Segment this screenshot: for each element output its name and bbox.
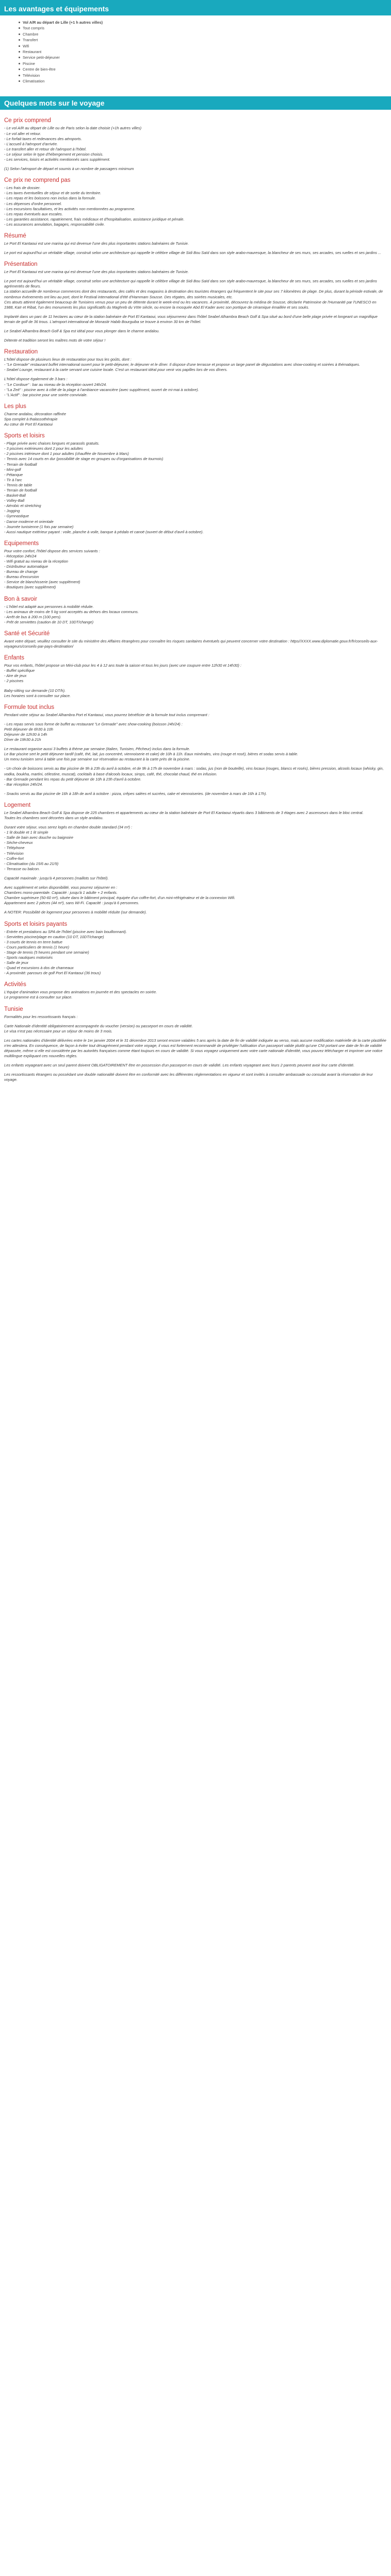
equipment-item: Tout compris xyxy=(23,25,391,31)
section-paragraph: Avant votre départ, veuillez consulter le site du ministère des Affaires étrangères pour connaître les risques sanitaires éventuels qui peuvent concerner votre destination : https//XXXX.www.diplomatie.gouv.fr/fr/conseils-aux-voyageurs/conseils-par-pays-destination/ xyxy=(4,638,378,649)
info-section xyxy=(4,1006,387,1083)
equipment-item: Vol A/R au départ de Lille (+1 h autres villes) xyxy=(23,20,391,25)
equipment-item: Transfert xyxy=(23,37,391,43)
section-paragraph: Les ressortissants étrangers ou possédant une double nationalité doivent être en conformité avec les différentes réglementations en vigueur et sont invités à consulter ambassade ou consulat avant la réservation de leur voyage. xyxy=(4,1072,373,1082)
section-paragraph: Baby-sitting sur demande (10 DT/h). Les horaires sont à consulter sur place. xyxy=(4,688,71,698)
section-paragraph: - L'hôtel est adapté aux personnes à mobilité réduite. - Les animaux de moins de 5 kg sont acceptés au dehors des locaux communs. - Arrêt de bus à 200 m (100 pers). - Prêt de serviettes (caution de 10 DT, 10DT/change) xyxy=(4,604,139,624)
section-paragraph: Les enfants voyageant avec un seul parent doivent OBLIGATOIREMENT être en possession d'un passeport en cours de validité. Les enfants voyageant avec leurs 2 parents peuvent avoir leur carte d'identité. xyxy=(4,1063,355,1068)
equipment-item: Centre de bien-être xyxy=(23,66,391,72)
section-paragraph: Implanté dans un parc de 11 hectares au cœur de la station balnéaire de Port El Kantaoui, vous séjournerez dans l'hôtel Seabel Alhambra Beach Golf & Spa situé au bord d'une belle plage privée et longeant un magnifique terrain de golf de 36 trous. L'aéroport international de Monastir Habib Bourguiba se trouve à environ 30 km de l'hôtel. xyxy=(4,314,378,324)
equipment-item: Restaurant xyxy=(23,49,391,55)
info-section xyxy=(4,630,387,649)
section-paragraph: L'hôtel dispose également de 3 bars : - "Le Cordoue" : bar au niveau de la réception ouvert 24h/24. - "La Zeit" : piscine avec à côté de la plage à l'ambiance vacancière (avec supplément, ouvert de mi-mai à octobre). - "L'Actif" : bar piscine pour une soirée conviviale. xyxy=(4,377,199,397)
info-section xyxy=(4,981,387,1000)
section-heading: Logement xyxy=(4,802,31,808)
section-paragraph: Le restaurant organise aussi 3 buffets à thème par semaine (Italien, Tunisien, Pêcheur) inclus dans la formule. Le Bar piscine sert le petit déjeuner tardif (café, thé, lait, jus concentré, viennoiserie et cake) de 10h à 11h. Eaux minérales, vins (rouge et rosé), bières et sodas servis à table. Un menu tunisien servi à table une fois par semaine sur réservation au restaurant à la carte près de la piscine. xyxy=(4,747,299,762)
info-section xyxy=(4,654,387,699)
info-section xyxy=(4,921,387,976)
section-heading: Sports et loisirs xyxy=(4,433,45,439)
section-paragraph: - Les repas servis sous forme de buffet au restaurant "Le Grenade" avec show-cooking (boisson 24h/24) : Petit déjeuner de 6h30 à 10h Déjeuner de 12h30 à 14h Dîner de 19h30 à 21h xyxy=(4,721,183,742)
section-paragraph: Formalités pour les ressortissants français : xyxy=(4,1014,78,1019)
section-heading: Les plus xyxy=(4,403,26,410)
info-section xyxy=(4,540,387,590)
section-paragraph: Le Seabel Alhambra Beach Golf & Spa est idéal pour vous plonger dans le charme andalou. xyxy=(4,329,160,333)
section-paragraph: - Le vol A/R au départ de Lille ou de Paris selon la date choisie (+1h autres villes) - Le vol aller et retour. - Le forfait taxes et redevances des aéroports. - L'accueil à l'aéroport d'arrivée. - Le transfert aller et retour de l'aéroport à l'hôtel. - Le séjour selon le type d'hébergement et pension choisis. - Les services, loisirs et activités mentionnés sans supplément. xyxy=(4,126,142,162)
equipment-item: Climatisation xyxy=(23,78,391,84)
section-heading: Tunisie xyxy=(4,1006,23,1012)
trip-details xyxy=(0,110,391,1082)
section-heading: Enfants xyxy=(4,655,24,662)
section-paragraph: Avec supplément et selon disponibilité, vous pourrez séjourner en : Chambres mono-parentale. Capacité : jusqu'à 1 adulte + 2 enfants. Chambre supérieure (50-60 m²), située dans le bâtiment principal, équipée d'un coffre-fort, d'un mini-réfrigérateur et de la connexion Wifi. Appartement avec 2 pièces (44 m²), sans Wi-Fi. Capacité : jusqu'à 6 personnes. xyxy=(4,885,236,906)
section-paragraph: Le port est aujourd'hui un véritable village, construit selon une architecture qui rappelle le célèbre village de Sidi Bou Saïd dans son style arabo-mauresque, la blancheur de ses murs, ses arcades, ses ruelles et ses jardins agrémentés de fleurs. La station accueille de nombreux commerces dont des restaurants, des cafés et des magasins à destination des touristes étrangers qui fréquentent le site pour ses 7 kilomètres de plage. De plus, durant la période estivale, de nombreux événements ont lieu au port, dont le Festival international d'été d'Hammam Sousse. Des régates, des soirées musicales, etc. Ces atouts attirent également beaucoup de Tunisiens venus pour un peu de détente durant le week-end ou les vacances. À proximité, découvrez la médina de Sousse, déclarée Patrimoine de l'Humanité par l'UNESCO en 1988, Kaïr et Ribat, l'un des monuments les plus significatifs du Maghreb du VIIIe siècle, ou encore la mosquée Abd El Kader avec son portique de céramique émaillée et ses souks. xyxy=(4,279,383,310)
info-section xyxy=(4,348,387,398)
equipment-list xyxy=(0,20,391,84)
section-paragraph: - Entrée et prestations au SPA de l'hôtel (piscine avec bain bouillonnant). - Serviettes piscine/plage en caution (10 DT, 10DT/change) - 3 courts de tennis en terre battue - Cours particuliers de tennis (1 heure) - Stage de tennis (5 heures pendant une semaine) - Sports nautiques motorisés - Salle de jeux - Quad et excursions à dos de chameaux - A proximité: parcours de golf Port El Kantaoui (36 trous) xyxy=(4,929,127,976)
equipment-item: Wifi xyxy=(23,43,391,49)
section-heading: Activités xyxy=(4,981,26,988)
section-paragraph: A NOTER: Possibilité de logement pour personnes à mobilité réduite (sur demande). xyxy=(4,910,147,915)
section-paragraph: - Un choix de boissons servis au Bar piscine de 9h à 23h du avril à octobre, et de 9h à 17h de novembre à mars : sodas, jus (non de bouteille), vins locaux (rouges, blancs et rosés), bières pression, alcools locaux (whisky, gin, vodka, boukha, martini, célestine, muscat), cocktails à base d'alcools locaux, sirops, café, thé, chocolat chaud, thé en infusion. - Bar Grenade pendant les repas du petit déjeuner de 10h à 23h d'avril à octobre. - Bar réception 24h/24. xyxy=(4,766,384,787)
section-paragraph: Le port est aujourd'hui un véritable village, construit selon une architecture qui rappelle le célèbre village de Sidi Bou Saïd dans son style arabo-mauresque, la blancheur de ses murs, ses arcades, ses ruelles et ses jardins ... xyxy=(4,250,382,256)
section-paragraph: - Plage privée avec chaises longues et parasols gratuits. - 3 piscines extérieures dont 2 pour les adultes - 2 piscines intérieure dont 1 pour adultes (chauffée de Novembre à Mars) - Tennis avec 14 courts en dur (possibilité de stage en groupes ou d'organisations de tournois) - Terrain de football - Mini-golf - Pétanque - Tir à l'arc - Tennis de table - Terrain de football - Basket-Ball - Volley-Ball - Aérobic et stretching - Jogging - Gymnastique - Danse moderne et orientale - Journée tunisienne (1 fois par semaine) - Aussi nautique extérieur payant : voile, planche à voile, banque à pédalo et canoë (ouvert de début d'avril à octobre). xyxy=(4,441,204,534)
equipment-section-title: Les avantages et équipements xyxy=(0,0,391,15)
section-paragraph: (1) Selon l'aéroport de départ et soumis à un nombre de passagers minimum xyxy=(4,166,134,172)
equipment-item: Service petit-déjeuner xyxy=(23,55,391,60)
section-heading: Restauration xyxy=(4,349,38,355)
section-heading: Formule tout inclus xyxy=(4,704,55,710)
trip-section-title: Quelques mots sur le voyage xyxy=(0,96,391,110)
section-paragraph: Le Port El Kantaoui est une marina qui est devenue l'une des plus importantes stations balnéaires de Tunisie. xyxy=(4,269,189,275)
section-paragraph: - Snacks servis au Bar piscine de 16h à 18h de avril à octobre : pizza, crêpes salées et sucrées, cake et viennoiseries. (de novembre à mars de 16h à 17h). xyxy=(4,791,267,796)
section-heading: Ce prix comprend xyxy=(4,117,51,124)
section-paragraph: Carte Nationale d'identité obligatoirement accompagnée du voucher (version) ou passeport en cours de validité. Le visa n'est pas nécessaire pour un séjour de moins de 3 mois. xyxy=(4,1023,193,1033)
section-heading: Bon à savoir xyxy=(4,596,37,602)
section-heading: Santé et Sécurité xyxy=(4,630,50,637)
section-paragraph: - Les frais de dossier. - Les taxes éventuelles de séjour et de sortie du territoire. - Les repas et les boissons non inclus dans la formule. - Les dépenses d'ordre personnel. - Les excursions facultatives, et les activités non mentionnées au programme. - Les repas éventuels aux escales. - Les garanties assistance, rapatriement, frais médicaux et d'hospitalisation, assistance juridique et pénale. - Les assurances annulation, bagages, responsabilité civile. xyxy=(4,185,185,227)
section-paragraph: Les cartes nationales d'identité délivrées entre le 1er janvier 2004 et le 31 décembre 2013 seront encore valables 5 ans après la date de fin de validité indiquée au verso, mais aucune modification matérielle de la carte plastifiée n'en attestera. En conséquence, de façon à éviter tout désagrément pendant votre voyage, il vous est fortement recommandé de privilégier l'utilisation d'un passeport valide plutôt qu'une CNI portant une date de fin de validité dépassée, même si elle est considérée par les autorités françaises comme étant toujours en cours de validité. Si vous voyagez uniquement avec votre carte nationale d'identité, vous pouvez télécharger et imprimer une notice multilingue expliquant ces nouvelles règles. xyxy=(4,1038,386,1059)
section-heading: Présentation xyxy=(4,261,38,268)
section-paragraph: Pendant votre séjour au Seabel Alhambra Port el Kantaoui, vous pourrez bénéficier de la formule tout inclus comprenant : xyxy=(4,712,209,717)
section-paragraph: Capacité maximale : jusqu'à 4 personnes (maillots sur l'hôtel). xyxy=(4,875,109,880)
info-section xyxy=(4,117,387,172)
section-paragraph: Durant votre séjour, vous serez logés en chambre double standard (34 m²) : - 1 lit double et 1 lit simple - Salle de bain avec douche ou baignoire - Sèche-cheveux - Téléphone - Télévision - Coffre-fort - Climatisation (du 15/6 au 21/9) - Terrasse ou balcon. xyxy=(4,825,133,871)
info-section xyxy=(4,403,387,427)
section-paragraph: Détente et tradition seront les maîtres mots de votre séjour ! xyxy=(4,338,106,343)
section-paragraph: Le Port El Kantaoui est une marina qui est devenue l'une des plus importantes stations balnéaires de Tunisie. xyxy=(4,241,189,246)
info-section xyxy=(4,232,387,256)
equipment-item: Piscine xyxy=(23,61,391,66)
info-section xyxy=(4,261,387,343)
equipment-item: Chambre xyxy=(23,31,391,37)
section-paragraph: L'hôtel dispose de plusieurs lieux de restauration pour tous les goûts, dont : - "Le Grenade" restaurant buffet international ouvert pour le petit-déjeuner, le déjeuner et le dîner. Il dispose d'une terrasse et propose un large panel de dégustations avec show-cooking et soirées à thématiques. - Seabel Lounge, restaurant à la carte servant une cuisine locale. C'est un restaurant idéal pour venir vos papilles lors de vos dîners. xyxy=(4,357,361,372)
section-paragraph: Le Seabel Alhambra Beach Golf & Spa dispose de 225 chambres et appartements au cœur de la station balnéaire de Port El Kantaoui répartis dans 3 bâtiments de 3 étages avec 2 ascenseurs dans le bloc central. Toutes les chambres sont décorées dans un style andalou. xyxy=(4,810,364,820)
section-heading: Résumé xyxy=(4,232,26,239)
info-section xyxy=(4,802,387,916)
section-heading: Equipements xyxy=(4,540,39,547)
info-section xyxy=(4,596,387,625)
section-paragraph: L'équipe d'animation vous propose des animations en journée et des spectacles en soirée. Le programme est à consulter sur place. xyxy=(4,990,157,1000)
info-section xyxy=(4,704,387,796)
info-section xyxy=(4,432,387,535)
section-paragraph: Pour votre confort, l'hôtel dispose des services suivants : - Réception 24h/24 - Wifi gratuit au niveau de la réception - Distributeur automatique - Bureau de change - Bureau d'excursion - Service de blanchisserie (avec supplément) - Boutiques (avec supplément) xyxy=(4,548,100,590)
section-paragraph: Charme andalou, décoration raffinée Spa complet à thalassothérapie Au cœur de Port El Kantaoui xyxy=(4,411,66,427)
info-section xyxy=(4,177,387,227)
section-heading: Ce prix ne comprend pas xyxy=(4,177,71,184)
equipment-item: Télévision xyxy=(23,73,391,78)
section-heading: Sports et loisirs payants xyxy=(4,921,68,927)
section-paragraph: Pour vos enfants, l'hôtel propose un Mini-club pour les 4 à 12 ans toute la saison et tous les jours (avec une coupure entre 12h30 et 14h30) : - Buffet spécifique - Aire de jeux - 2 piscines xyxy=(4,663,241,684)
